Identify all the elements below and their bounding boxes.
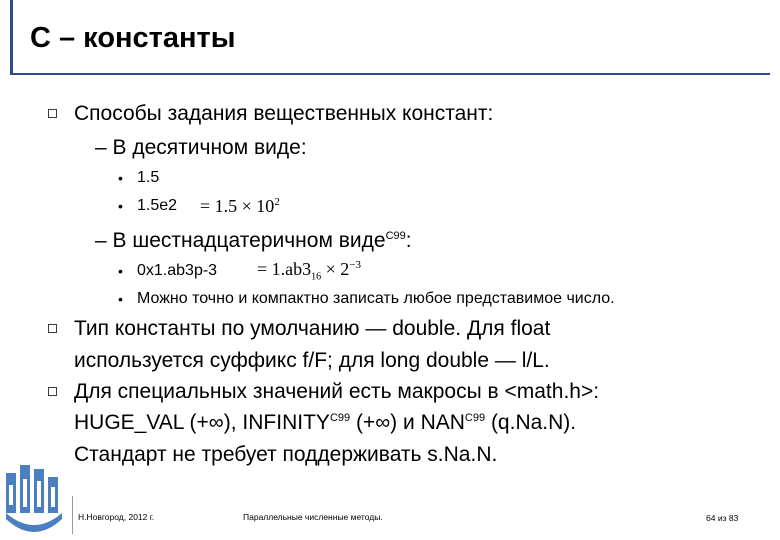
hex-formula-text: = 1.ab3 [257, 259, 312, 279]
c99-sup: C99 [329, 412, 351, 424]
c99-sup: C99 [464, 412, 486, 424]
bullet-square-icon [48, 324, 57, 333]
bullet-3-line-2 [74, 411, 576, 435]
hex-example-2: Можно точно и компактно записать любое представимое число. [137, 290, 615, 307]
sub-hex [95, 229, 412, 253]
bullet-3-line-2b: (+∞) и NAN [350, 411, 465, 434]
hex-formula-exp: −3 [349, 259, 362, 271]
footer-left-rule [72, 496, 73, 534]
sub-hex-text: – В шестнадцатеричном виде [95, 229, 386, 252]
bullet-square-icon [48, 109, 57, 118]
sub-hex-sup: C99 [385, 230, 406, 242]
decimal-formula-text: = 1.5 × 10 [200, 196, 275, 216]
sub-hex-suffix: : [405, 229, 412, 252]
decimal-example-1: 1.5 [137, 169, 160, 186]
title-left-rule [10, 0, 13, 75]
hex-example-1: 0x1.ab3p-3 [137, 262, 218, 279]
unn-logo-icon [4, 455, 66, 535]
footer-page: 64 из 83 [706, 513, 739, 523]
bullet-2-line-1: Тип константы по умолчанию — double. Для float [74, 317, 551, 340]
bullet-3-line-2c: (q.Na.N). [485, 411, 577, 434]
hex-formula-mid: × 2 [321, 259, 350, 279]
hex-formula-sub: 16 [311, 271, 322, 283]
footer-course: Параллельные численные методы. [243, 512, 383, 522]
dot-icon: • [118, 198, 123, 214]
slide-title: С – константы [30, 22, 236, 54]
bullet-1-text: Способы задания вещественных констант: [74, 102, 494, 125]
bullet-3-line-3: Стандарт не требует поддерживать s.Na.N. [74, 443, 498, 466]
hex-formula [257, 259, 361, 283]
decimal-example-2: 1.5e2 [137, 197, 178, 214]
decimal-formula [200, 196, 280, 217]
decimal-formula-exp: 2 [274, 196, 280, 208]
title-bottom-rule [10, 73, 770, 75]
bullet-square-icon [48, 387, 57, 396]
dot-icon: • [118, 291, 123, 307]
dot-icon: • [118, 263, 123, 279]
bullet-2-line-2: используется суффикс f/F; для long double — l/L. [74, 349, 550, 372]
sub-decimal: – В десятичном виде: [95, 136, 307, 159]
footer-date: Н.Новгород, 2012 г. [78, 512, 155, 522]
dot-icon: • [118, 170, 123, 186]
bullet-3-line-1: Для специальных значений есть макросы в <math.h>: [74, 380, 600, 403]
bullet-3-line-2a: HUGE_VAL (+∞), INFINITY [74, 411, 330, 434]
